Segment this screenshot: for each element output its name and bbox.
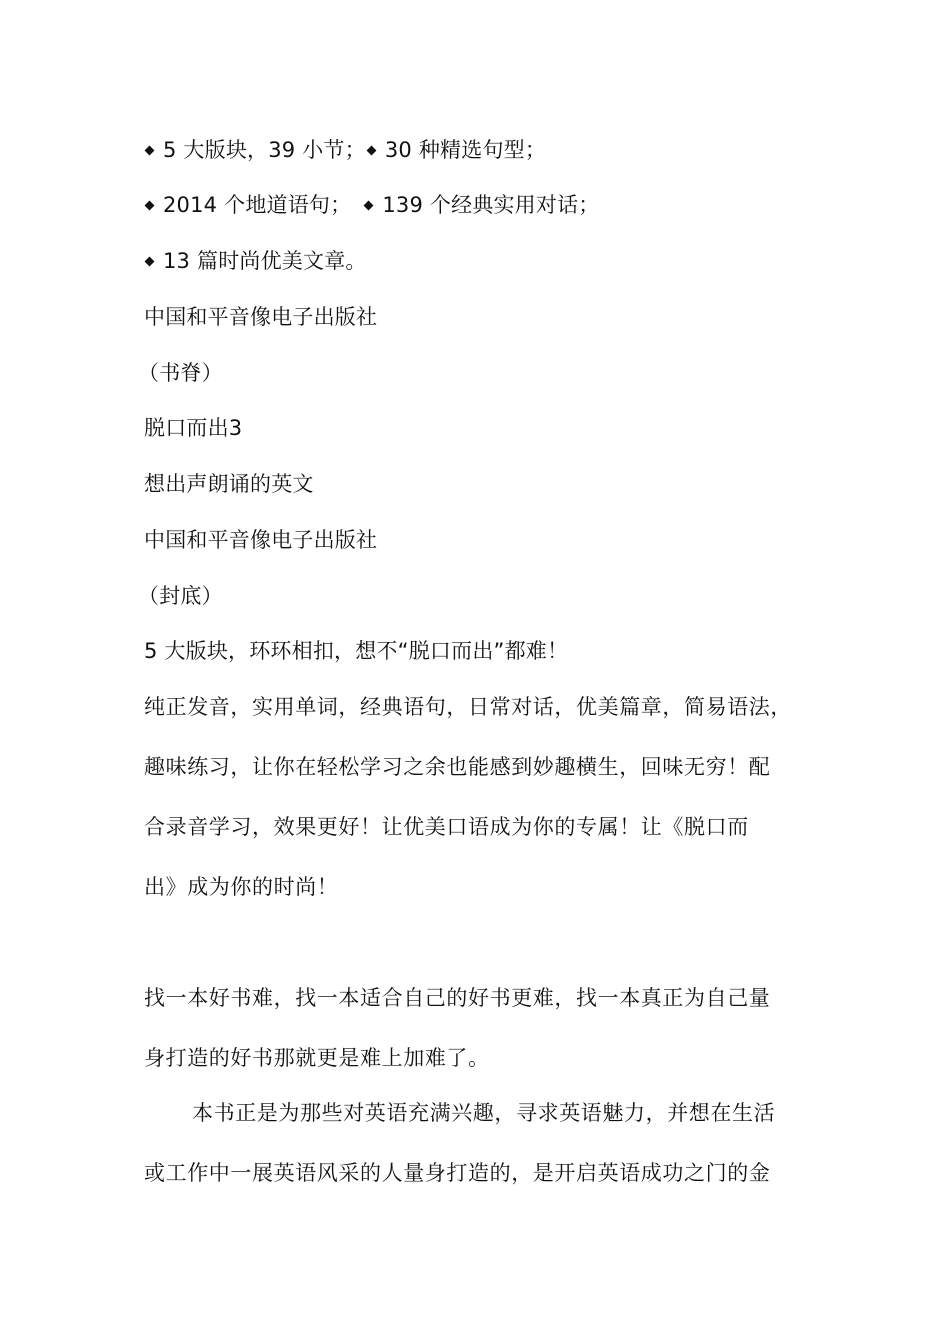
diamond-bullet-icon [145, 256, 155, 266]
feature-row-2 [144, 191, 600, 219]
back-cover-description-line: 纯正发音，实用单词，经典语句，日常对话，优美篇章，简易语法， [144, 695, 792, 719]
feature-row-3 [144, 247, 367, 275]
feature-row-1 [144, 136, 546, 164]
feature-text: 30 种精选句型； [384, 138, 547, 162]
diamond-bullet-icon [145, 145, 155, 155]
spine-label: （书脊） [138, 361, 223, 385]
back-cover-headline: 5 大版块，环环相扣，想不“脱口而出”都难！ [144, 639, 569, 663]
back-cover-description-line: 趣味练习，让你在轻松学习之余也能感到妙趣横生，回味无穷！配 [144, 755, 771, 779]
back-cover-description-line: 出》成为你的时尚！ [144, 875, 339, 899]
spine-title: 脱口而出3 [144, 416, 243, 440]
publisher-name: 中国和平音像电子出版社 [144, 305, 378, 329]
feature-text: 2014 个地道语句； [163, 193, 352, 217]
spine-subtitle: 想出声朗诵的英文 [144, 472, 314, 496]
feature-text: 139 个经典实用对话； [382, 193, 600, 217]
intro-paragraph-line: 找一本好书难，找一本适合自己的好书更难，找一本真正为自己量 [144, 986, 771, 1010]
body-paragraph-line: 或工作中一展英语风采的人量身打造的，是开启英语成功之门的金 [144, 1161, 771, 1185]
body-paragraph-line: 本书正是为那些对英语充满兴趣，寻求英语魅力，并想在生活 [192, 1101, 776, 1125]
feature-text: 5 大版块，39 小节； [163, 138, 366, 162]
feature-text: 13 篇时尚优美文章。 [163, 249, 367, 273]
back-cover-description-line: 合录音学习，效果更好！让优美口语成为你的专属！让《脱口而 [144, 815, 749, 839]
intro-paragraph-line: 身打造的好书那就更是难上加难了。 [144, 1046, 490, 1070]
diamond-bullet-icon [366, 145, 376, 155]
back-cover-label: （封底） [138, 584, 223, 608]
diamond-bullet-icon [145, 200, 155, 210]
diamond-bullet-icon [364, 200, 374, 210]
publisher-name: 中国和平音像电子出版社 [144, 528, 378, 552]
